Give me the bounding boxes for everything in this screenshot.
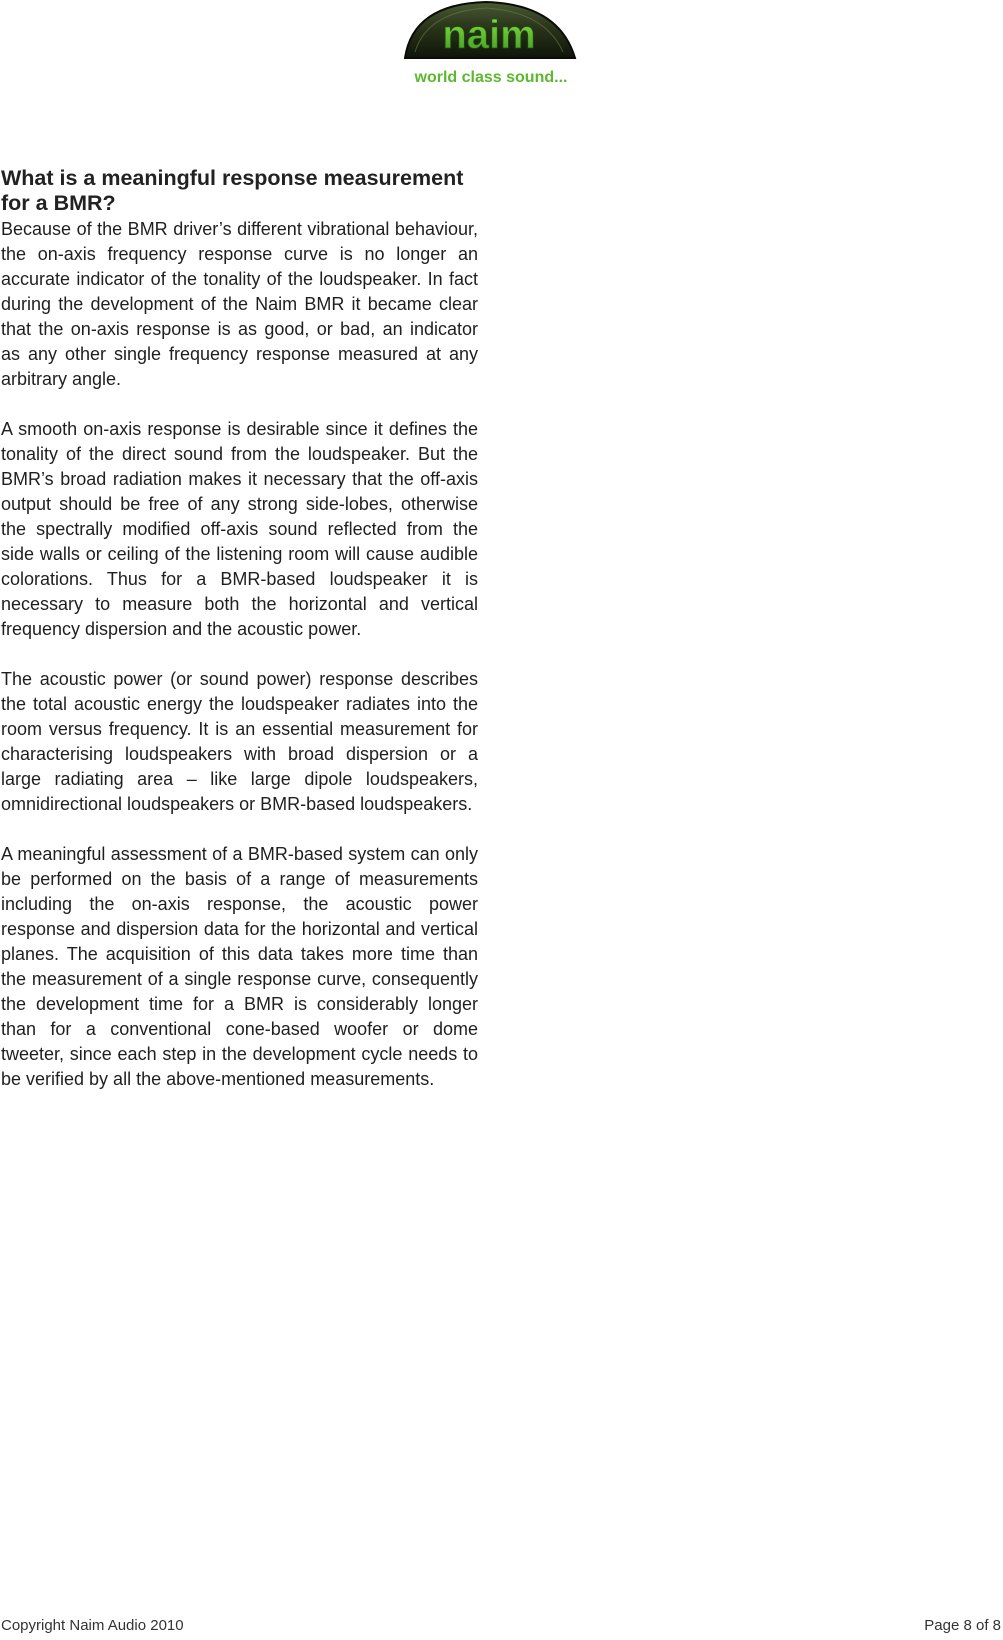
footer-page-number: Page 8 of 8 <box>924 1617 1001 1634</box>
article-paragraph-3: The acoustic power (or sound power) response describes the total acoustic energy the loudspeaker radiates into the room versus frequency. It is an essential measurement for characterising loudspeakers with broad dispersion or a large radiating area – like large dipole loudspeakers, omnidirectional loudspeakers or BMR-based loudspeakers. <box>1 669 478 814</box>
logo-tagline: world class sound... <box>414 69 568 86</box>
footer-copyright: Copyright Naim Audio 2010 <box>1 1617 184 1634</box>
article-heading: What is a meaningful response measurement for a BMR? <box>1 166 464 215</box>
naim-logo <box>403 0 603 92</box>
article <box>1 166 478 1117</box>
naim-logo-graphic <box>403 0 603 92</box>
article-paragraph-1: Because of the BMR driver’s different vibrational behaviour, the on-axis frequency response curve is no longer an accurate indicator of the tonality of the loudspeaker. In fact during the development of the Naim BMR it became clear that the on-axis response is as good, or bad, an indicator as any other single frequency response measured at any arbitrary angle. <box>1 219 478 389</box>
article-paragraph-4: A meaningful assessment of a BMR-based system can only be performed on the basis of a range of measurements including the on-axis response, the acoustic power response and dispersion data for the horizontal and vertical planes. The acquisition of this data takes more time than the measurement of a single response curve, consequently the development time for a BMR is considerably longer than for a conventional cone-based woofer or dome tweeter, since each step in the development cycle needs to be verified by all the above-mentioned measurements. <box>1 844 478 1089</box>
logo-wordmark: naim <box>442 13 536 57</box>
article-paragraph-2: A smooth on-axis response is desirable since it defines the tonality of the direct sound from the loudspeaker. But the BMR’s broad radiation makes it necessary that the off-axis output should be free of any strong side-lobes, otherwise the spectrally modified off-axis sound reflected from the side walls or ceiling of the listening room will cause audible colorations. Thus for a BMR-based loudspeaker it is necessary to measure both the horizontal and vertical frequency dispersion and the acoustic power. <box>1 419 478 639</box>
